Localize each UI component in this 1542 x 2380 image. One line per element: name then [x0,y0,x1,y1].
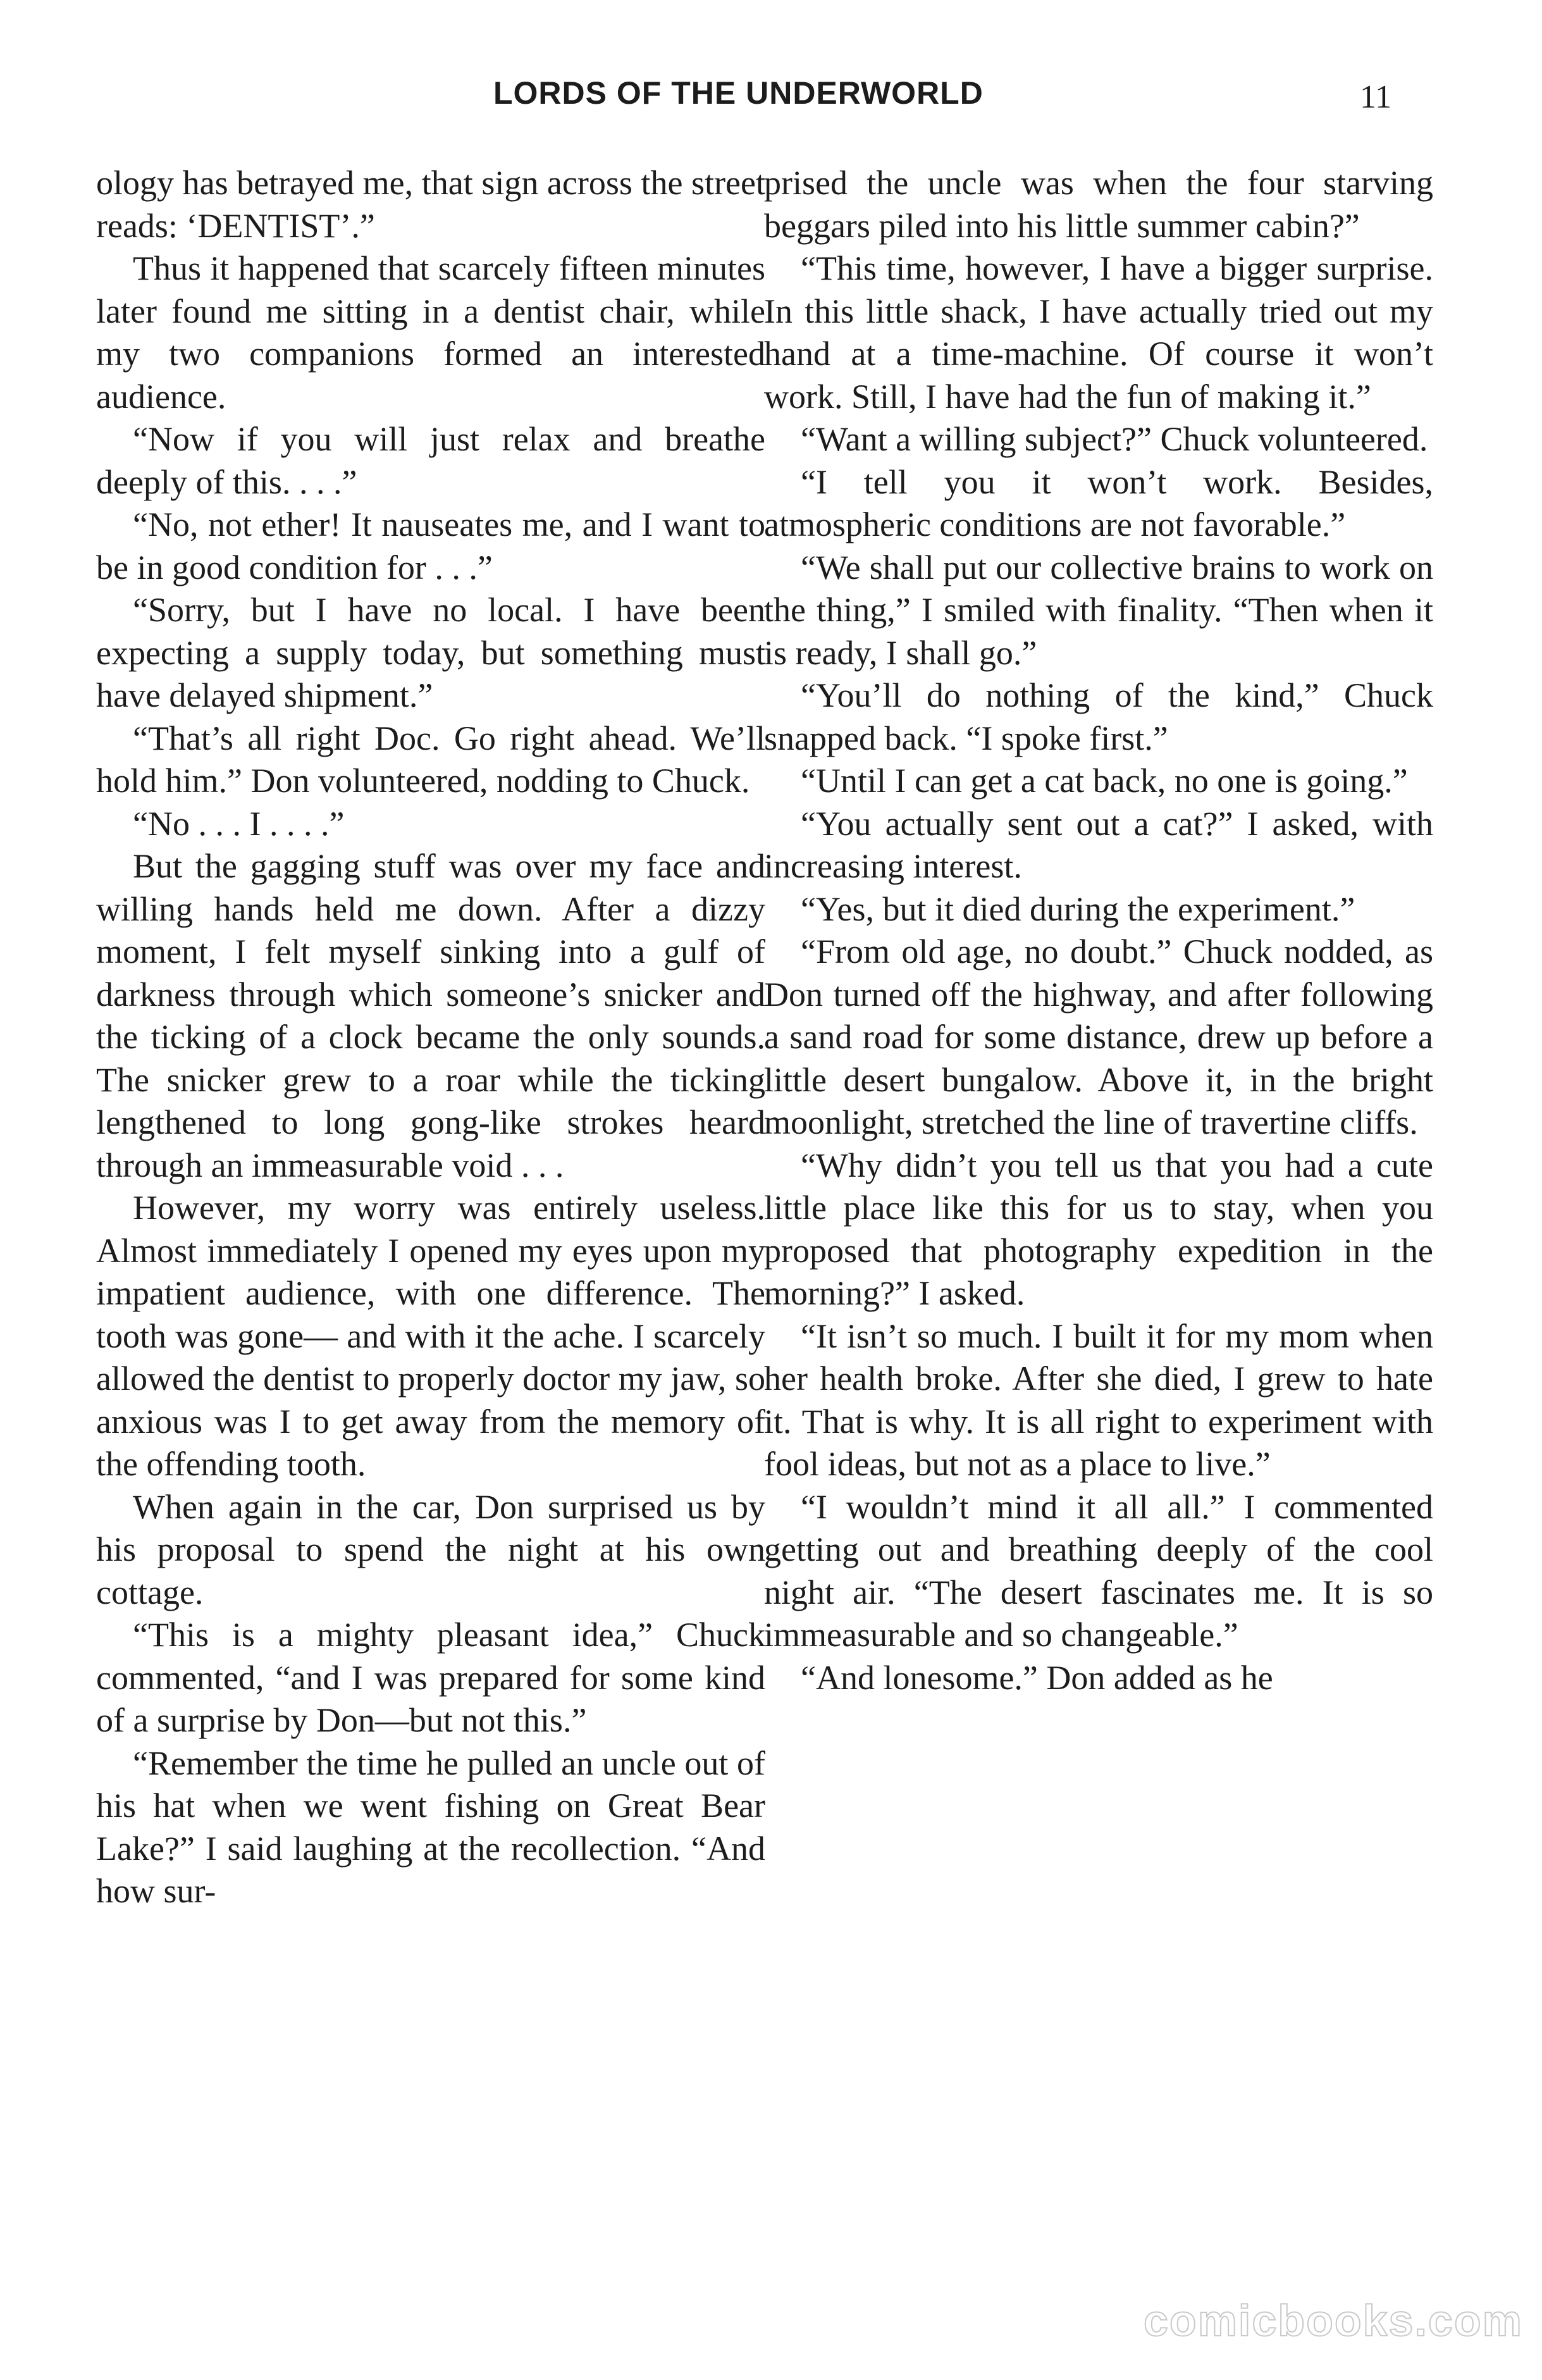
paragraph: ology has betrayed me, that sign across the street reads: ‘DENTIST’.” [96,164,765,245]
paragraph: “I wouldn’t mind it all all.” I commented getting out and breathing deeply of the cool night air. “The desert fascinates me. It is so immeasurable and so changeable.” [764,1487,1433,1654]
paragraph: “You actually sent out a cat?” I asked, with increasing interest. [764,804,1433,885]
paragraph: “Now if you will just relax and breathe deeply of this. . . .” [96,420,765,501]
paragraph: “From old age, no doubt.” Chuck nodded, as Don turned off the highway, and after following a sand road for some distance, drew up before a little desert bungalow. Above it, in the bright moonlight, stretched the line of travertine cliffs. [764,933,1433,1141]
paragraph: However, my worry was entirely useless. Almost immediately I opened my eyes upon my impatient audience, with one difference. The tooth was gone— and with it the ache. I scarcely allowed the dentist to properly doctor my jaw, so anxious was I to get away from the memory of the offending tooth. [96,1189,765,1483]
paragraph: “This time, however, I have a bigger surprise. In this little shack, I have actually tried out my hand at a time-machine. Of course it won’t work. Still, I have had the fun of making it.” [764,249,1433,416]
watermark: comicbooks.com [1144,2296,1523,2345]
paragraph: “Sorry, but I have no local. I have been expecting a supply today, but something must have delayed shipment.” [96,591,765,714]
paragraph: “I tell you it won’t work. Besides, atmospheric conditions are not favorable.” [764,462,1433,543]
paragraph: prised the uncle was when the four starving beggars piled into his little summer cabin?” [764,164,1433,245]
paragraph: “Until I can get a cat back, no one is going.” [801,762,1408,800]
paragraph: “Yes, but it died during the experiment.” [801,889,1355,928]
paragraph: “Want a willing subject?” Chuck volunteered. [801,420,1428,458]
paragraph: But the gagging stuff was over my face and willing hands held me down. After a dizzy moment, I felt myself sinking into a gulf of darkness through which someone’s snicker and the ticking of a clock became the only sounds. The snicker grew to a roar while the ticking lengthened to long gong-like strokes heard through an immeasurable void . . . [96,847,765,1184]
paragraph: “No . . . I . . . .” [133,804,345,843]
page-number: 11 [1360,79,1392,115]
paragraph: “We shall put our collective brains to work on the thing,” I smiled with finality. “Then when it is ready, I shall go.” [764,548,1433,672]
paragraph: “Why didn’t you tell us that you had a cute little place like this for us to stay, when you proposed that photography expedition in the morning?” I asked. [764,1146,1433,1312]
paragraph: Thus it happened that scarcely fifteen minutes later found me sitting in a dentist chair, while my two companions formed an interested audience. [96,249,765,416]
paragraph: “Remember the time he pulled an uncle out of his hat when we went fishing on Great Bear Lake?” I said laughing at the recollection. “And how sur- [96,1744,765,1910]
running-title: LORDS OF THE UNDERWORLD [493,75,984,111]
paragraph: “That’s all right Doc. Go right ahead. We’ll hold him.” Don volunteered, nodding to Chuck. [96,719,765,800]
paragraph: When again in the car, Don surprised us by his proposal to spend the night at his own cottage. [96,1487,765,1611]
right-text-column [764,162,1433,1699]
paragraph: “This is a mighty pleasant idea,” Chuck commented, “and I was prepared for some kind of a surprise by Don—but not this.” [96,1616,765,1739]
paragraph: “It isn’t so much. I built it for my mom when her health broke. After she died, I grew to hate it. That is why. It is all right to experiment with fool ideas, but not as a place to live.” [764,1317,1433,1483]
paragraph: “No, not ether! It nauseates me, and I want to be in good condition for . . .” [96,505,765,586]
paragraph: “You’ll do nothing of the kind,” Chuck snapped back. “I spoke first.” [764,676,1433,757]
paragraph: “And lonesome.” Don added as he [801,1658,1273,1697]
left-text-column [96,162,765,1913]
